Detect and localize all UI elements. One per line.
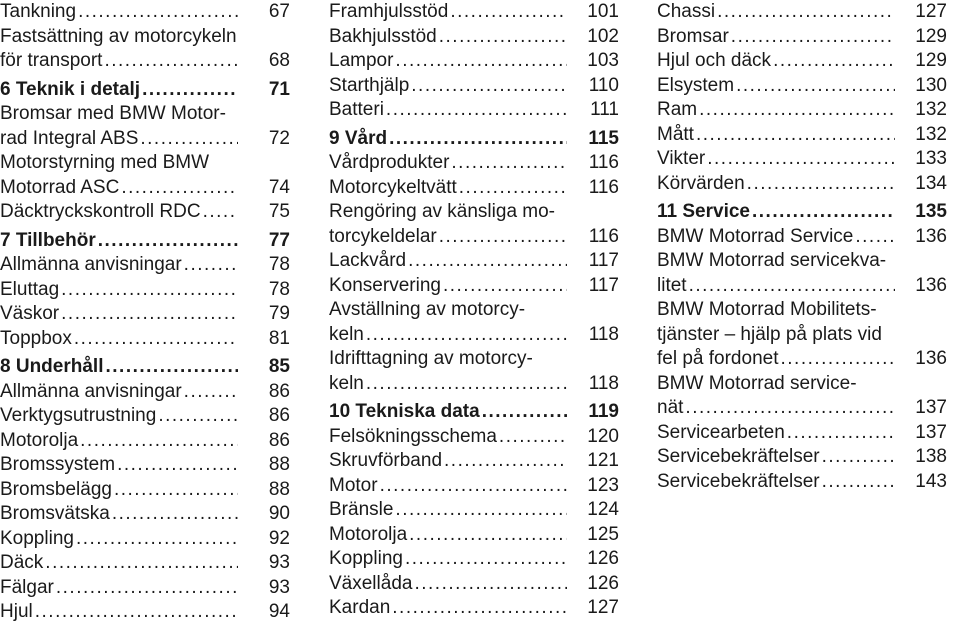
toc-entry[interactable] [329, 298, 619, 347]
toc-entry-title: 8 Underhåll [0, 356, 104, 377]
page-number: 85 [268, 356, 290, 377]
page-number: 110 [588, 74, 619, 96]
toc-entry[interactable] [329, 498, 619, 523]
page-number: 88 [268, 478, 290, 500]
page-number: 137 [915, 421, 947, 443]
toc-entry-title: Lampor [329, 50, 394, 71]
dot-leader [734, 74, 895, 99]
toc-entry[interactable] [0, 404, 290, 429]
toc-entry-title: Bränsle [329, 499, 394, 520]
dot-leader [457, 176, 567, 201]
toc-entry-title-line: BMW Motorrad servicekva- [657, 250, 887, 271]
dot-leader [182, 380, 238, 405]
dot-leader [390, 596, 567, 621]
dot-leader [72, 327, 238, 352]
page-number: 118 [588, 323, 619, 345]
toc-entry-title: Batteri [329, 99, 384, 120]
dot-leader [140, 78, 238, 103]
toc-entry-title: Motorcykeltvätt [329, 176, 457, 198]
toc-entry-title: Växellåda [329, 572, 413, 594]
dot-leader [448, 0, 567, 25]
page-number: 79 [268, 303, 290, 324]
dot-leader [820, 470, 895, 495]
toc-entry-title: 11 Service [657, 201, 750, 222]
page-number: 135 [915, 201, 947, 222]
toc-entry-title: Kardan [329, 597, 391, 618]
dot-leader [729, 25, 895, 50]
dot-leader [853, 225, 895, 250]
page-number: 138 [915, 446, 947, 467]
toc-section[interactable] [657, 200, 947, 225]
toc-entry-title: Chassi [657, 1, 716, 22]
toc-entry-title: Toppbox [0, 327, 72, 349]
toc-entry-title-line: Avställning av motorcy- [329, 299, 526, 320]
toc-section[interactable] [0, 78, 290, 103]
dot-leader [437, 25, 567, 50]
toc-entry[interactable] [329, 523, 619, 548]
dot-leader [442, 449, 567, 474]
toc-entry-title: Motor [329, 474, 378, 496]
page-number: 116 [588, 225, 619, 247]
toc-entry-title: Fälgar [0, 576, 54, 598]
dot-leader [683, 396, 895, 421]
dot-leader [705, 147, 895, 172]
page-number: 124 [587, 499, 619, 520]
page-number: 123 [587, 474, 619, 496]
toc-entry-title: 6 Teknik i detalj [0, 78, 141, 100]
toc-entry[interactable] [329, 74, 619, 99]
toc-entry-title: 7 Tillbehör [0, 229, 96, 251]
toc-entry-title: Bromsbelägg [0, 478, 112, 500]
page-number: 71 [268, 78, 290, 100]
toc-entry-title: Elsystem [657, 74, 735, 96]
page-number: 116 [588, 176, 619, 198]
dot-leader [403, 547, 567, 572]
toc-column-2 [329, 0, 619, 621]
toc-entry-title: 9 Vård [329, 127, 388, 149]
dot-leader [409, 74, 567, 99]
toc-entry-title: Hjul [0, 601, 33, 622]
dot-leader [687, 274, 895, 299]
dot-leader [441, 274, 567, 299]
toc-entry-title: Lackvård [329, 250, 407, 271]
dot-leader [697, 98, 895, 123]
toc-column-1 [0, 0, 290, 625]
page-number: 101 [587, 1, 619, 22]
page-number: 86 [268, 380, 290, 402]
toc-entry[interactable] [0, 0, 290, 25]
toc-entry[interactable] [657, 25, 947, 50]
page-number: 111 [590, 99, 619, 120]
dot-leader [771, 49, 895, 74]
toc-entry[interactable] [0, 102, 290, 151]
toc-entry-title: BMW Motorrad Service [657, 225, 854, 247]
page-number: 74 [268, 176, 290, 198]
dot-leader [437, 225, 567, 250]
dot-leader [785, 421, 895, 446]
dot-leader [76, 0, 238, 25]
toc-entry[interactable] [329, 347, 619, 396]
toc-entry[interactable] [329, 249, 619, 274]
toc-entry[interactable] [657, 372, 947, 421]
page-number: 136 [915, 274, 947, 296]
toc-entry[interactable] [657, 98, 947, 123]
toc-entry[interactable] [0, 327, 290, 352]
page-number: 121 [587, 450, 619, 471]
toc-entry[interactable] [657, 147, 947, 172]
dot-leader [43, 551, 238, 576]
toc-entry-title: Tankning [0, 1, 77, 22]
page-number: 86 [268, 405, 290, 426]
toc-entry[interactable] [0, 576, 290, 601]
page-number: 78 [268, 278, 290, 300]
toc-entry-title: Eluttag [0, 278, 60, 300]
toc-section[interactable] [329, 127, 619, 152]
toc-entry[interactable] [0, 478, 290, 503]
page-number: 143 [915, 470, 947, 492]
page-number: 72 [268, 127, 290, 149]
page-number: 132 [915, 123, 947, 145]
toc-entry[interactable] [0, 380, 290, 405]
dot-leader [480, 400, 567, 425]
dot-leader [54, 576, 238, 601]
toc-entry[interactable] [657, 123, 947, 148]
toc-entry-title: litet [657, 274, 687, 296]
toc-entry-title: Bromssystem [0, 454, 116, 475]
toc-entry[interactable] [657, 298, 947, 372]
page-number: 134 [915, 172, 947, 194]
dot-leader [112, 478, 238, 503]
dot-leader [387, 127, 567, 152]
toc-entry[interactable] [329, 547, 619, 572]
page-number: 78 [268, 254, 290, 275]
toc-entry-title: Bromsvätska [0, 503, 110, 524]
page-number: 116 [588, 152, 619, 173]
page-number: 132 [915, 99, 947, 120]
page-number: 136 [915, 225, 947, 247]
toc-section[interactable] [0, 355, 290, 380]
page-number: 137 [915, 397, 947, 418]
toc-entry[interactable] [329, 49, 619, 74]
page-number: 127 [915, 1, 947, 22]
toc-entry-title: Verktygsutrustning [0, 405, 157, 426]
toc-entry-title: rad Integral ABS [0, 127, 139, 149]
page-number: 93 [268, 576, 290, 598]
page-number: 103 [587, 50, 619, 71]
toc-entry[interactable] [0, 302, 290, 327]
toc-entry-title: Däck [0, 552, 44, 573]
toc-entry[interactable] [0, 453, 290, 478]
toc-entry-title: Bakhjulsstöd [329, 25, 437, 47]
page-number: 86 [268, 429, 290, 451]
page-number: 117 [588, 250, 619, 271]
page-number: 129 [915, 50, 947, 71]
page-number: 126 [587, 572, 619, 594]
toc-entry-title: Servicearbeten [657, 421, 785, 443]
page-number: 130 [915, 74, 947, 96]
dot-leader [412, 572, 567, 597]
toc-entry-title: Skruvförband [329, 450, 443, 471]
dot-leader [820, 445, 895, 470]
toc-entry[interactable] [0, 151, 290, 200]
dot-leader [110, 502, 238, 527]
toc-entry-title: torcykeldelar [329, 225, 437, 247]
toc-entry-title: Starthjälp [329, 74, 410, 96]
dot-leader [119, 176, 238, 201]
page-number: 136 [915, 348, 947, 369]
toc-entry[interactable] [0, 25, 290, 74]
toc-entry-title: Mått [657, 123, 694, 145]
toc-entry[interactable] [657, 74, 947, 99]
toc-entry-title: Servicebekräftelser [657, 470, 820, 492]
toc-entry-title: Allmänna anvisningar [0, 254, 182, 275]
toc-section[interactable] [0, 229, 290, 254]
toc-entry-title: Ram [657, 99, 698, 120]
dot-leader [96, 229, 238, 254]
toc-entry-title: Felsökningsschema [329, 425, 497, 447]
toc-entry[interactable] [0, 200, 290, 225]
dot-leader [59, 278, 238, 303]
dot-leader [715, 0, 895, 25]
toc-entry[interactable] [657, 470, 947, 495]
dot-leader [156, 404, 238, 429]
toc-entry-title-line: Motorstyrning med BMW [0, 152, 210, 173]
toc-entry[interactable] [657, 249, 947, 298]
dot-leader [138, 127, 238, 152]
page-number: 119 [588, 401, 619, 422]
dot-leader [78, 429, 238, 454]
toc-entry-title: Vårdprodukter [329, 152, 450, 173]
page-number: 94 [268, 601, 290, 622]
toc-entry[interactable] [657, 0, 947, 25]
page-number: 67 [268, 1, 290, 22]
dot-leader [102, 49, 238, 74]
page-number: 68 [268, 50, 290, 71]
page-number: 127 [587, 597, 619, 618]
page-number: 133 [915, 148, 947, 169]
toc-entry-title: Bromsar [657, 25, 729, 47]
toc-entry-title: Motorolja [329, 523, 408, 545]
toc-entry[interactable] [0, 253, 290, 278]
toc-entry-title-line: Bromsar med BMW Motor- [0, 103, 226, 124]
dot-leader [33, 600, 238, 625]
dot-leader [745, 172, 895, 197]
toc-entry-title: 10 Tekniska data [329, 401, 480, 422]
dot-leader [497, 425, 567, 450]
page-number: 81 [268, 327, 290, 349]
dot-leader [364, 323, 567, 348]
toc-entry-title: Väskor [0, 303, 60, 324]
dot-leader [59, 302, 238, 327]
toc-entry-title-line: Fastsättning av motorcykeln [0, 25, 237, 47]
dot-leader [407, 523, 567, 548]
toc-entry-title: Servicebekräftelser [657, 446, 820, 467]
toc-entry-title-line: Rengöring av känsliga mo- [329, 201, 556, 222]
dot-leader [694, 123, 895, 148]
toc-entry[interactable] [0, 502, 290, 527]
dot-leader [384, 98, 567, 123]
page-number: 118 [588, 372, 619, 394]
toc-entry[interactable] [329, 200, 619, 249]
dot-leader [182, 253, 238, 278]
page-number: 75 [268, 201, 290, 222]
dot-leader [115, 453, 238, 478]
toc-entry-title: Motorolja [0, 429, 79, 451]
toc-entry-title: Koppling [0, 527, 74, 549]
dot-leader [364, 372, 567, 397]
toc-entry[interactable] [657, 49, 947, 74]
toc-entry[interactable] [0, 551, 290, 576]
toc-entry[interactable] [657, 445, 947, 470]
page-number: 92 [268, 527, 290, 549]
toc-entry[interactable] [0, 600, 290, 625]
dot-leader [406, 249, 567, 274]
toc-entry-title-line: tjänster – hjälp på plats vid [657, 323, 882, 345]
toc-entry[interactable] [0, 278, 290, 303]
toc-entry-title-line: BMW Motorrad Mobilitets- [657, 299, 877, 320]
toc-entry-title: Vikter [657, 148, 706, 169]
toc-entry-title: keln [329, 323, 364, 345]
dot-leader [74, 527, 238, 552]
page-number: 125 [587, 523, 619, 545]
toc-entry-title: Hjul och däck [657, 50, 772, 71]
page-number: 77 [268, 229, 290, 251]
dot-leader [103, 355, 238, 380]
toc-entry[interactable] [657, 172, 947, 197]
toc-entry[interactable] [0, 429, 290, 454]
toc-entry-title: keln [329, 372, 364, 394]
toc-entry[interactable] [329, 425, 619, 450]
toc-entry[interactable] [329, 274, 619, 299]
toc-entry-title: Konservering [329, 274, 441, 296]
toc-entry[interactable] [329, 98, 619, 123]
toc-entry[interactable] [329, 151, 619, 176]
page-number: 115 [588, 127, 619, 149]
toc-entry-title: Däcktryckskontroll RDC [0, 201, 201, 222]
toc-entry-title: Framhjulsstöd [329, 1, 449, 22]
page-number: 90 [268, 503, 290, 524]
page-number: 120 [587, 425, 619, 447]
toc-entry-title: Koppling [329, 548, 403, 569]
page-number: 126 [587, 548, 619, 569]
dot-leader [393, 49, 567, 74]
dot-leader [778, 347, 895, 372]
dot-leader [378, 474, 567, 499]
dot-leader [393, 498, 567, 523]
toc-entry-title: för transport [0, 50, 103, 71]
toc-entry[interactable] [0, 527, 290, 552]
toc-entry[interactable] [657, 421, 947, 446]
toc-entry[interactable] [329, 449, 619, 474]
dot-leader [750, 200, 895, 225]
toc-entry-title: fel på fordonet [657, 348, 779, 369]
page-number: 88 [268, 454, 290, 475]
toc-column-3 [657, 0, 947, 494]
toc-entry[interactable] [329, 596, 619, 621]
toc-section[interactable] [329, 400, 619, 425]
toc-entry[interactable] [329, 572, 619, 597]
toc-entry[interactable] [329, 474, 619, 499]
toc-entry[interactable] [657, 225, 947, 250]
toc-entry-title: Körvärden [657, 172, 745, 194]
toc-entry[interactable] [329, 0, 619, 25]
page-number: 93 [268, 552, 290, 573]
page-number: 129 [915, 25, 947, 47]
toc-entry-title: nät [657, 397, 684, 418]
page-number: 117 [588, 274, 619, 296]
toc-entry-title: Motorrad ASC [0, 176, 120, 198]
toc-entry[interactable] [329, 176, 619, 201]
toc-entry-title: Allmänna anvisningar [0, 380, 182, 402]
page-number: 102 [587, 25, 619, 47]
dot-leader [449, 151, 567, 176]
dot-leader [201, 200, 238, 225]
toc-entry-title-line: BMW Motorrad service- [657, 372, 857, 394]
toc-entry-title-line: Idrifttagning av motorcy- [329, 348, 533, 369]
toc-entry[interactable] [329, 25, 619, 50]
